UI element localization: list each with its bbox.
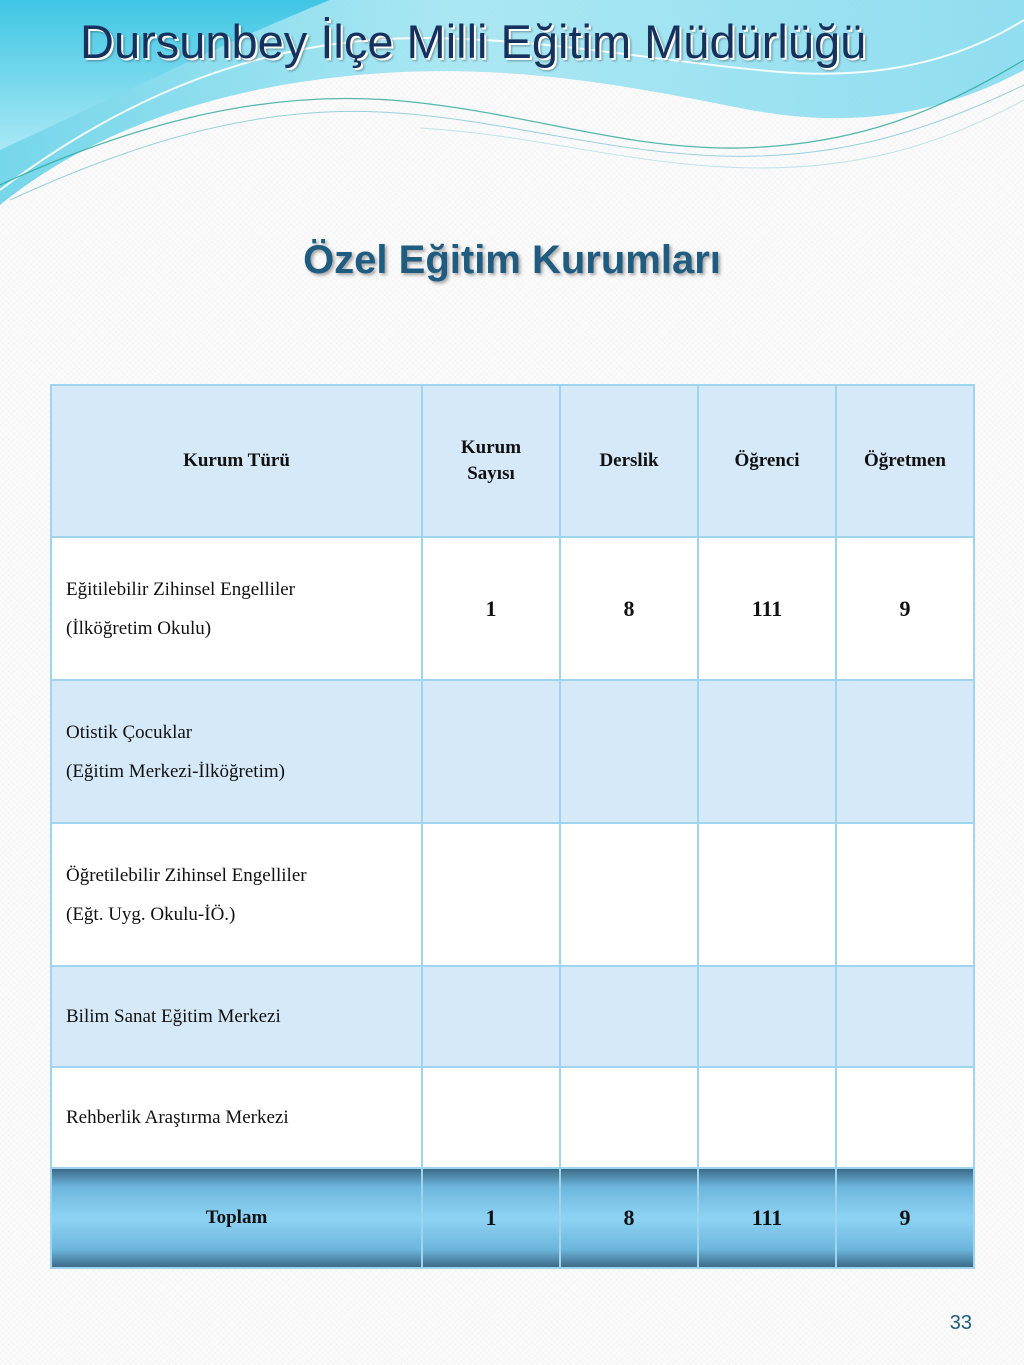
cell-ogrenci [698, 680, 836, 823]
table-total-row [51, 1168, 974, 1268]
total-ogrenci: 111 [698, 1168, 836, 1268]
header-kurum-sayisi [422, 385, 560, 537]
cell-kurum-sayisi: 1 [422, 537, 560, 680]
cell-derslik [560, 680, 698, 823]
table-row [51, 823, 974, 966]
header-kurum-turu: Kurum Türü [51, 385, 422, 537]
row-name-cell [51, 680, 422, 823]
row-name-line1: Öğretilebilir Zihinsel Engelliler [66, 864, 307, 886]
cell-kurum-sayisi [422, 966, 560, 1067]
cell-ogrenci [698, 966, 836, 1067]
table-row [51, 680, 974, 823]
cell-derslik [560, 823, 698, 966]
header-kurum-sayisi-line2: Sayısı [467, 463, 515, 484]
table-row [51, 1067, 974, 1168]
cell-ogretmen [836, 1067, 974, 1168]
cell-derslik [560, 1067, 698, 1168]
header-derslik: Derslik [560, 385, 698, 537]
cell-kurum-sayisi [422, 823, 560, 966]
total-label: Toplam [51, 1168, 422, 1268]
row-name-line2: (Eğitim Merkezi-İlköğretim) [66, 760, 285, 782]
table-row [51, 966, 974, 1067]
cell-ogretmen [836, 823, 974, 966]
row-name-line2: (Eğt. Uyg. Okulu-İÖ.) [66, 903, 236, 925]
header-ogretmen: Öğretmen [836, 385, 974, 537]
row-name-line2: (İlköğretim Okulu) [66, 617, 212, 639]
row-name-cell: Bilim Sanat Eğitim Merkezi [51, 966, 422, 1067]
institutions-table [50, 384, 975, 1269]
total-ogretmen: 9 [836, 1168, 974, 1268]
row-name-line1: Eğitilebilir Zihinsel Engelliler [66, 578, 296, 600]
header-title: Dursunbey İlçe Milli Eğitim Müdürlüğü [80, 15, 867, 68]
cell-ogrenci: 111 [698, 537, 836, 680]
row-name-cell [51, 823, 422, 966]
cell-ogretmen [836, 680, 974, 823]
header-kurum-sayisi-line1: Kurum [460, 437, 522, 458]
row-name-line1: Otistik Çocuklar [66, 721, 193, 743]
cell-ogretmen [836, 966, 974, 1067]
cell-derslik [560, 966, 698, 1067]
row-name-cell [51, 537, 422, 680]
header-ogrenci: Öğrenci [698, 385, 836, 537]
page-number: 33 [949, 1312, 972, 1334]
row-name-cell: Rehberlik Araştırma Merkezi [51, 1067, 422, 1168]
cell-ogrenci [698, 1067, 836, 1168]
cell-kurum-sayisi [422, 1067, 560, 1168]
cell-ogretmen: 9 [836, 537, 974, 680]
cell-ogrenci [698, 823, 836, 966]
total-derslik: 8 [560, 1168, 698, 1268]
table-row [51, 537, 974, 680]
table-header-row [51, 385, 974, 537]
cell-derslik: 8 [560, 537, 698, 680]
total-kurum-sayisi: 1 [422, 1168, 560, 1268]
slide-title: Özel Eğitim Kurumları [303, 238, 721, 282]
cell-kurum-sayisi [422, 680, 560, 823]
